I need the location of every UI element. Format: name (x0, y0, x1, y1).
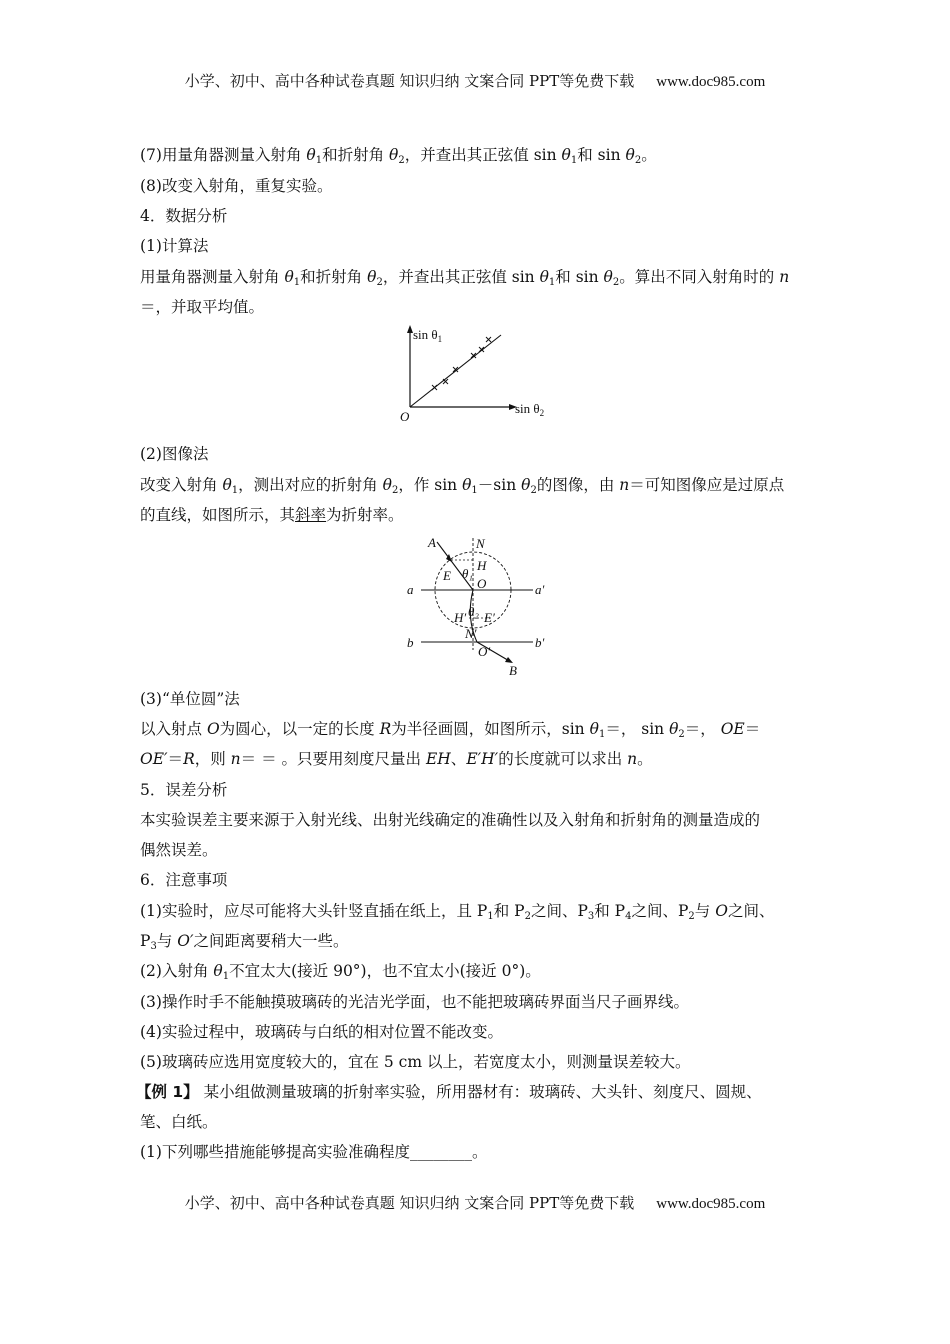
label-O: O (477, 576, 487, 591)
label-B: B (509, 663, 517, 678)
note-1-line-2: $P_3$与 O′之间距离要稍大一些。 (140, 932, 349, 952)
label-a-prime: a′ (535, 582, 545, 597)
page-footer (0, 1192, 950, 1213)
graph-y-label: $\sin \theta_1$ (413, 327, 443, 344)
example-label: 【例 1】 (136, 1083, 199, 1101)
note-4: (4)实验过程中，玻璃砖与白纸的相对位置不能改变。 (140, 1023, 503, 1041)
unit-circle-figure (395, 530, 555, 678)
label-theta1: θ₁ (462, 566, 473, 581)
step-7: (7)用量角器测量入射角 $\theta_1$和折射角 $\theta_2$，并查出其正弦值 $\sin \theta_1$和 $\sin \theta_2$。 (140, 146, 657, 166)
section-5-heading: 5．误差分析 (140, 781, 228, 799)
calc-method-line-2: ＝，并取平均值。 (140, 298, 265, 316)
label-E: E (443, 568, 451, 583)
label-b-prime: b′ (535, 635, 545, 650)
graph-x-label: $\sin \theta_2$ (515, 401, 545, 418)
step-8: (8)改变入射角，重复实验。 (140, 177, 333, 195)
example-1-line-1: 【例 1】 某小组做测量玻璃的折射率实验，所用器材有：玻璃砖、大头针、刻度尺、圆规、 (136, 1083, 762, 1101)
section-6-heading: 6．注意事项 (140, 871, 228, 889)
label-A: A (428, 535, 436, 550)
sin-graph-figure (395, 323, 565, 425)
header-url[interactable]: www.doc985.com (656, 74, 766, 90)
label-a: a (407, 582, 414, 597)
label-N-prime: N′ (465, 626, 477, 641)
label-O-prime: O′ (478, 644, 491, 659)
page-header (0, 70, 950, 91)
footer-url[interactable]: www.doc985.com (656, 1196, 766, 1212)
unit-circle-line-1: 以入射点 O为圆心，以一定的长度 R为半径画圆，如图所示，$\sin \theta_1=$， $\sin \theta_2=$， OE＝ (140, 720, 761, 740)
footer-text: 小学、初中、高中各种试卷真题 知识归纳 文案合同 PPT等免费下载 (184, 1194, 635, 1212)
graph-method-line-2: 的直线，如图所示，其斜率为折射率。 (140, 506, 404, 524)
example-1-line-2: 笔、白纸。 (140, 1113, 218, 1131)
example-1-question-1: (1)下列哪些措施能够提高实验准确程度________。 (140, 1143, 488, 1161)
header-text: 小学、初中、高中各种试卷真题 知识归纳 文案合同 PPT等免费下载 (184, 72, 635, 90)
note-1-line-1: (1)实验时，应尽可能将大头针竖直插在纸上，且 $P_1$和 $P_2$之间、$P_3$和 $P_4$之间、$P_2$与 O之间、 (140, 902, 775, 922)
note-3: (3)操作时手不能触摸玻璃砖的光洁光学面，也不能把玻璃砖界面当尺子画界线。 (140, 993, 689, 1011)
note-2: (2)入射角 $\theta_1$不宜太大(接近 90°)，也不宜太小(接近 0°)。 (140, 962, 541, 982)
label-H-prime: H′ (454, 610, 467, 625)
calc-method-line-1: 用量角器测量入射角 $\theta_1$和折射角 $\theta_2$，并查出其正弦值 $\sin \theta_1$和 $\sin \theta_2$。算出不同入射角时的 n (140, 268, 790, 288)
graph-method-line-1: 改变入射角 $\theta_1$，测出对应的折射角 $\theta_2$，作 $\sin \theta_1-\sin$ $\theta_2$的图像，由 n＝可知图像应是过原点 (140, 476, 785, 496)
error-analysis-line-1: 本实验误差主要来源于入射光线、出射光线确定的准确性以及入射角和折射角的测量造成的 (140, 811, 761, 829)
label-N: N (476, 536, 485, 551)
label-theta2: θ₂ (468, 604, 479, 619)
calc-method-title: (1)计算法 (140, 237, 209, 255)
error-analysis-line-2: 偶然误差。 (140, 841, 218, 859)
graph-origin: O (400, 409, 410, 424)
unit-circle-title: (3)“单位圆”法 (140, 690, 240, 708)
section-4-heading: 4．数据分析 (140, 207, 228, 225)
label-H: H (477, 558, 487, 573)
label-b: b (407, 635, 414, 650)
note-5: (5)玻璃砖应选用宽度较大的，宜在 5 cm 以上，若宽度太小，则测量误差较大。 (140, 1053, 691, 1071)
label-E-prime: E′ (484, 610, 495, 625)
graph-method-title: (2)图像法 (140, 445, 209, 463)
unit-circle-line-2: OE′＝R，则 n＝ ＝ 。只要用刻度尺量出 EH、E′H′的长度就可以求出 n。 (140, 750, 653, 768)
